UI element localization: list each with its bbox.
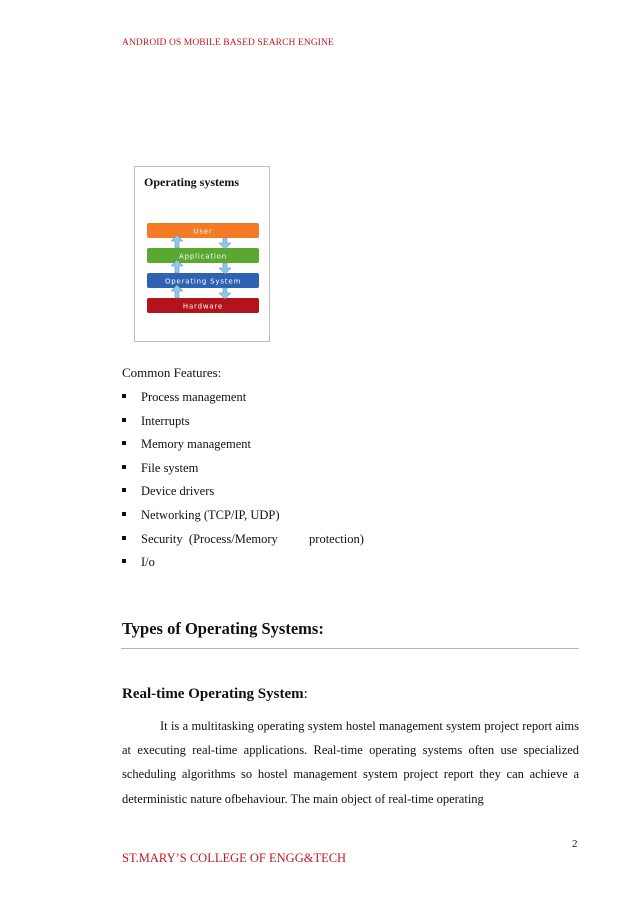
square-bullet-icon <box>122 512 126 516</box>
feature-text: Interrupts <box>141 413 190 428</box>
arrow-down-3 <box>219 288 231 299</box>
feature-text: Process management <box>141 390 247 404</box>
layer-application-label: Application <box>179 252 227 261</box>
list-item <box>122 553 442 577</box>
list-item <box>122 459 442 483</box>
list-item <box>122 482 442 506</box>
subsection-heading-colon: : <box>303 686 308 702</box>
list-item <box>122 412 442 436</box>
running-footer: ST.MARY’S COLLEGE OF ENGG&TECH <box>122 851 347 865</box>
arrow-down-1 <box>219 238 231 249</box>
square-bullet-icon <box>122 418 126 422</box>
list-item <box>122 506 442 530</box>
features-label: Common Features: <box>122 365 222 380</box>
feature-text: Device drivers <box>141 484 215 499</box>
subsection-heading-bold: Real-time Operating System <box>122 686 304 702</box>
features-list <box>122 388 442 577</box>
layer-os-label: Operating System <box>164 277 242 286</box>
layer-hardware-label: Hardware <box>182 302 224 311</box>
list-item <box>122 435 442 459</box>
list-item <box>122 388 442 412</box>
feature-text: Memory management <box>141 437 252 452</box>
feature-text: File system <box>141 460 199 475</box>
square-bullet-icon <box>122 441 126 445</box>
square-bullet-icon <box>122 465 126 469</box>
os-layers-diagram <box>135 167 269 341</box>
body-paragraph <box>122 714 579 811</box>
os-layers-figure <box>134 166 270 342</box>
feature-text: Networking (TCP/IP, UDP) <box>141 507 280 522</box>
square-bullet-icon <box>122 559 126 563</box>
feature-text: I/o <box>141 555 155 570</box>
figure-title: Operating systems <box>144 175 239 189</box>
section-divider <box>121 648 579 649</box>
paragraph-text: It is a multitasking operating system hostel management system project report aims at executing real-time applications. Real-time operating systems often use specialized scheduling algorithms so hostel management system project report they can achieve a deterministic nature ofbehaviour. The main object of real-time operating <box>122 719 579 806</box>
running-header: ANDROID OS MOBILE BASED SEARCH ENGINE <box>122 38 334 48</box>
layer-user-label: User <box>193 227 213 236</box>
page-number: 2 <box>572 838 578 850</box>
square-bullet-icon <box>122 394 126 398</box>
feature-text: Security (Process/Memory protection) <box>141 531 364 546</box>
square-bullet-icon <box>122 536 126 540</box>
list-item <box>122 530 442 554</box>
subsection-heading <box>122 686 308 703</box>
arrow-down-2 <box>219 263 231 274</box>
square-bullet-icon <box>122 488 126 492</box>
section-heading: Types of Operating Systems: <box>122 619 324 638</box>
